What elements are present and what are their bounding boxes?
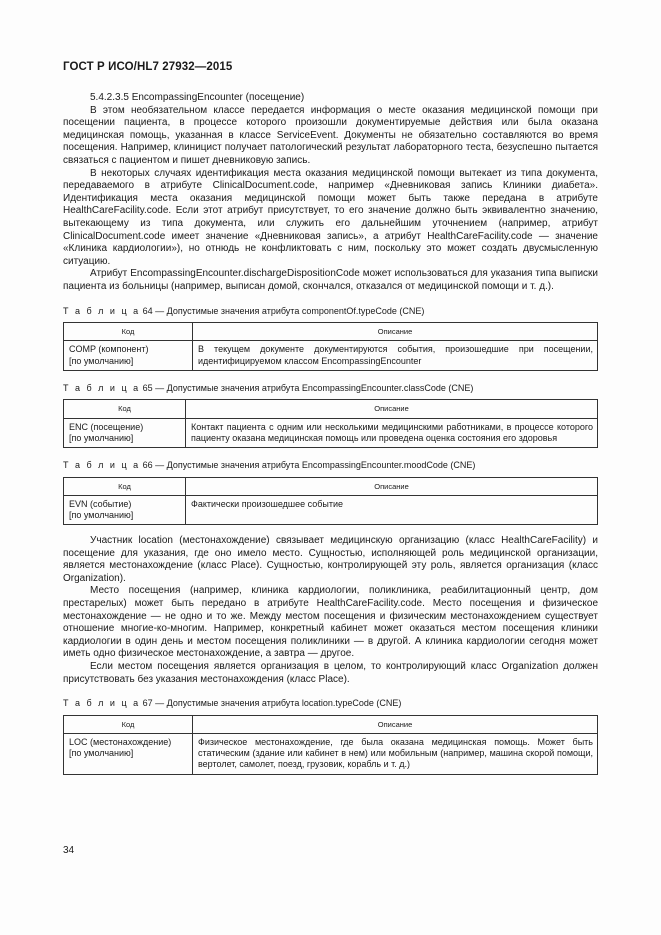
table-bottom — [63, 697, 598, 774]
table-row — [64, 341, 598, 370]
table-caption-text: 67 — Допустимые значения атрибута location.typeCode (CNE) — [142, 698, 402, 709]
description-cell: Фактически произошедшее событие — [186, 495, 598, 524]
code-cell — [64, 418, 186, 447]
document-header: ГОСТ Р ИСО/HL7 27932—2015 — [63, 61, 233, 73]
table-caption-label: Т а б л и ц а — [63, 305, 141, 316]
table-row — [64, 495, 598, 524]
column-header-code: Код — [64, 323, 193, 341]
default-note: [по умолчанию] — [69, 748, 134, 759]
page-content — [63, 92, 598, 775]
column-header-description: Описание — [186, 400, 598, 418]
table-header-row — [64, 400, 598, 418]
description-cell: В текущем документе документируются события, произошедшие при посещении, идентифицируемом классом EncompassingEncounter — [193, 341, 598, 370]
table-caption — [63, 305, 598, 318]
code-cell — [64, 734, 193, 775]
default-note: [по умолчанию] — [69, 509, 134, 520]
table-header-row — [64, 715, 598, 733]
table-caption-text: 64 — Допустимые значения атрибута componentOf.typeCode (CNE) — [142, 305, 425, 316]
column-header-code: Код — [64, 477, 186, 495]
column-header-code: Код — [64, 715, 193, 733]
paragraph: В некоторых случаях идентификация места оказания медицинской помощи вытекает из типа документа, передаваемого в атрибуте ClinicalDocument.code, например «Дневниковая запись Клиники диабета». Идентификация места оказания медицинской помощи может быть также передана в атрибуте HealthCareFacility.code. Если этот атрибут присутствует, то его значение должно быть эквивалентно значению, вытекающему из типа документа, или служить его дальнейшим уточнением (например, атрибут ClinicalDocument.code имеет значение «Дневниковая запись», а атрибут HealthCareFacility.code — значение «Клиника кардиологии»), но отнюдь не конфликтовать с ним, поскольку это может создать двусмысленную ситуацию. — [63, 167, 598, 267]
paragraph: Участник location (местонахождение) связывает медицинскую организацию (класс HealthCareFacility) и посещение для указания, где оно имело место. Сущностью, исполняющей роль медицинской организации, является местонахождение (класс Place). Сущностью, контролирующей эту роль, является организация (класс Organization). — [63, 535, 598, 584]
page-number: 34 — [63, 845, 75, 856]
column-header-description: Описание — [193, 715, 598, 733]
description-cell: Физическое местонахождение, где была оказана медицинская помощь. Может быть статическим (здание или кабинет в нем) или мобильным (например, машина скорой помощи, вертолет, самолет, поезд, грузовик, корабль и т. д.) — [193, 734, 598, 775]
column-header-description: Описание — [186, 477, 598, 495]
code-value: EVN (событие) — [69, 498, 132, 509]
table-caption-text: 66 — Допустимые значения атрибута EncompassingEncounter.moodCode (CNE) — [142, 459, 476, 470]
table-row — [64, 734, 598, 775]
table-caption — [63, 382, 598, 395]
table-caption — [63, 697, 598, 710]
description-cell: Контакт пациента с одним или несколькими медицинскими работниками, в процессе которого пациенту оказана медицинская помощь или проведена оценка состояния его здоровья — [186, 418, 598, 447]
code-cell — [64, 341, 193, 370]
column-header-code: Код — [64, 400, 186, 418]
codes-table — [63, 715, 598, 775]
paragraph: Если местом посещения является организация в целом, то контролирующий класс Organization должен присутствовать без указания местонахождения (класс Place). — [63, 661, 598, 685]
paragraphs-top — [63, 105, 598, 294]
codes-table — [63, 322, 598, 371]
code-value: LOC (местонахождение) — [69, 737, 172, 748]
paragraph: Место посещения (например, клиника кардиологии, поликлиника, реабилитационный центр, дом престарелых) может быть передано в атрибуте HealthCareFacility.code. Место посещения и физическое местонахождение — не одно и то же. Между местом посещения и физическим местонахождением существует отношение многие-ко-многим. Например, конкретный кабинет может оказаться местом посещения клиники кардиологии в один день и местом посещения поликлиники — в другой. А клиника кардиологии сегодня может иметь одно физическое местонахождение, а завтра — другое. — [63, 585, 598, 660]
table-caption-label: Т а б л и ц а — [63, 459, 141, 470]
default-note: [по умолчанию] — [69, 355, 134, 366]
default-note: [по умолчанию] — [69, 432, 134, 443]
paragraphs-bottom — [63, 535, 598, 686]
section-title: 5.4.2.3.5 EncompassingEncounter (посещение) — [90, 92, 305, 103]
code-cell — [64, 495, 186, 524]
table-row — [64, 418, 598, 447]
column-header-description: Описание — [193, 323, 598, 341]
table-caption-label: Т а б л и ц а — [63, 382, 141, 393]
table-header-row — [64, 477, 598, 495]
table-caption-text: 65 — Допустимые значения атрибута EncompassingEncounter.classCode (CNE) — [142, 382, 474, 393]
code-value: ENC (посещение) — [69, 421, 144, 432]
code-value: COMP (компонент) — [69, 344, 149, 355]
table-header-row — [64, 323, 598, 341]
tables-top — [63, 305, 598, 526]
codes-table — [63, 477, 598, 526]
paragraph: Атрибут EncompassingEncounter.dischargeDispositionCode может использоваться для указания типа выписки пациента из больницы (например, выписан домой, скончался, отказался от медицинской помощи и т. д.). — [63, 268, 598, 292]
paragraph: В этом необязательном классе передается информация о месте оказания медицинской помощи при посещении пациента, в процессе которого произошли документируемые действия или была оказана медицинская помощь, указанная в классе ServiceEvent. Документы не обязательно составляются во время посещения. Например, клиницист получает патологический результат лабораторного теста, безуспешно пытается связаться с пациентом и пишет дневниковую запись. — [63, 104, 598, 166]
table-caption-label: Т а б л и ц а — [63, 698, 141, 709]
codes-table — [63, 399, 598, 448]
table-caption — [63, 459, 598, 472]
